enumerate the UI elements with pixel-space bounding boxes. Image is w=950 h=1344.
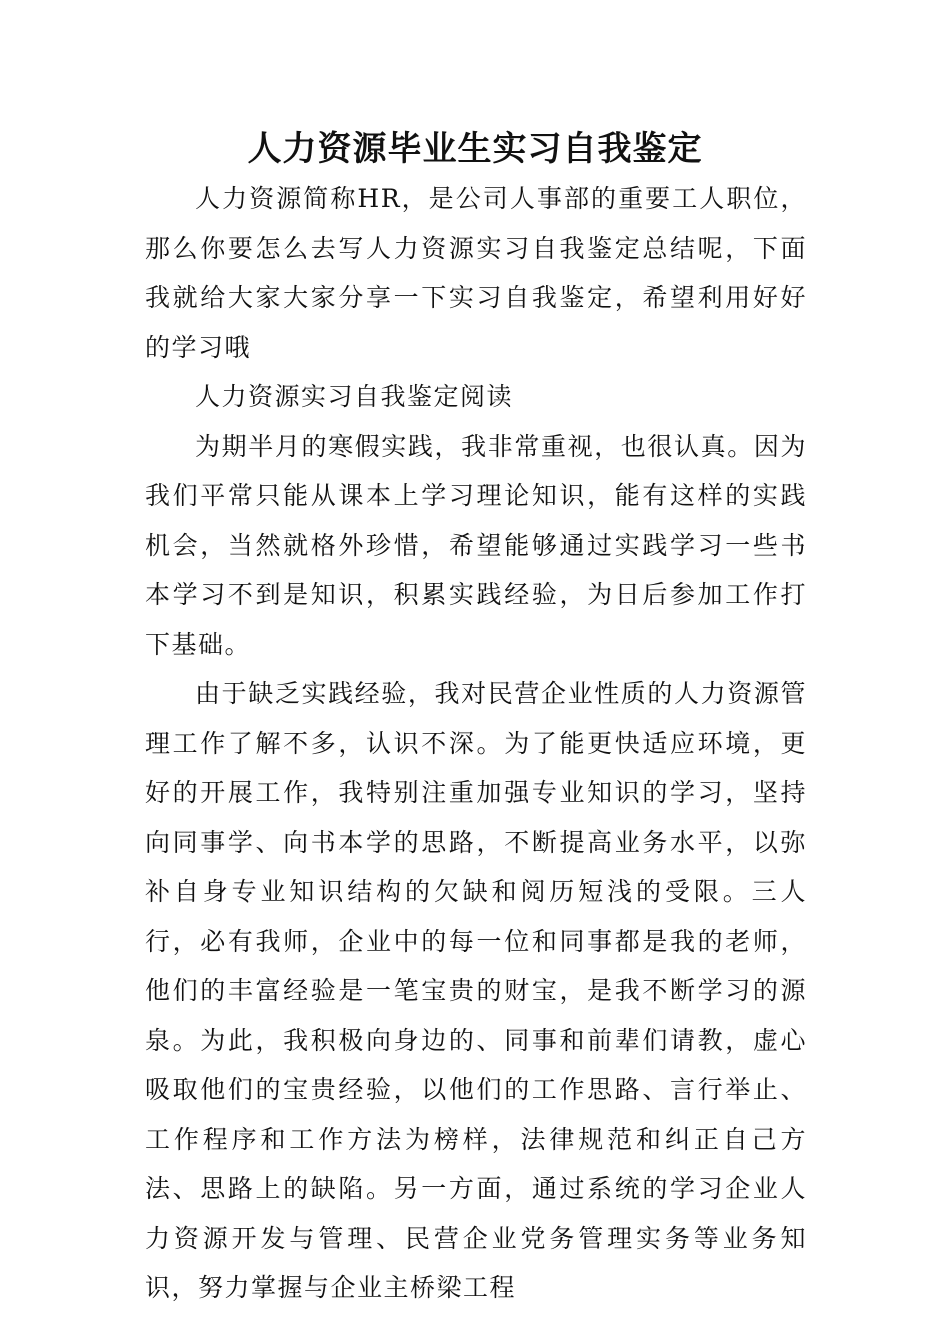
intro-paragraph: 人力资源简称HR，是公司人事部的重要工人职位，那么你要怎么去写人力资源实习自我鉴定总结呢，下面我就给大家大家分享一下实习自我鉴定，希望利用好好的学习哦 xyxy=(145,184,807,362)
section-heading: 人力资源实习自我鉴定阅读 xyxy=(195,382,514,411)
document-title: 人力资源毕业生实习自我鉴定 xyxy=(247,129,703,169)
body-paragraph-1: 为期半月的寒假实践，我非常重视，也很认真。因为我们平常只能从课本上学习理论知识，能有这样的实践机会，当然就格外珍惜，希望能够通过实践学习一些书本学习不到是知识，积累实践经验，为日后参加工作打下基础。 xyxy=(145,431,807,659)
document-body xyxy=(145,174,807,1313)
body-paragraph-2: 由于缺乏实践经验，我对民营企业性质的人力资源管理工作了解不多，认识不深。为了能更快适应环境，更好的开展工作，我特别注重加强专业知识的学习，坚持向同事学、向书本学的思路，不断提高业务水平，以弥补自身专业知识结构的欠缺和阅历短浅的受限。三人行，必有我师，企业中的每一位和同事都是我的老师，他们的丰富经验是一笔宝贵的财宝，是我不断学习的源泉。为此，我积极向身边的、同事和前辈们请教，虚心吸取他们的宝贵经验，以他们的工作思路、言行举止、工作程序和工作方法为榜样，法律规范和纠正自己方法、思路上的缺陷。另一方面，通过系统的学习企业人力资源开发与管理、民营企业党务管理实务等业务知识，努力掌握与企业主桥梁工程 xyxy=(145,679,807,1302)
